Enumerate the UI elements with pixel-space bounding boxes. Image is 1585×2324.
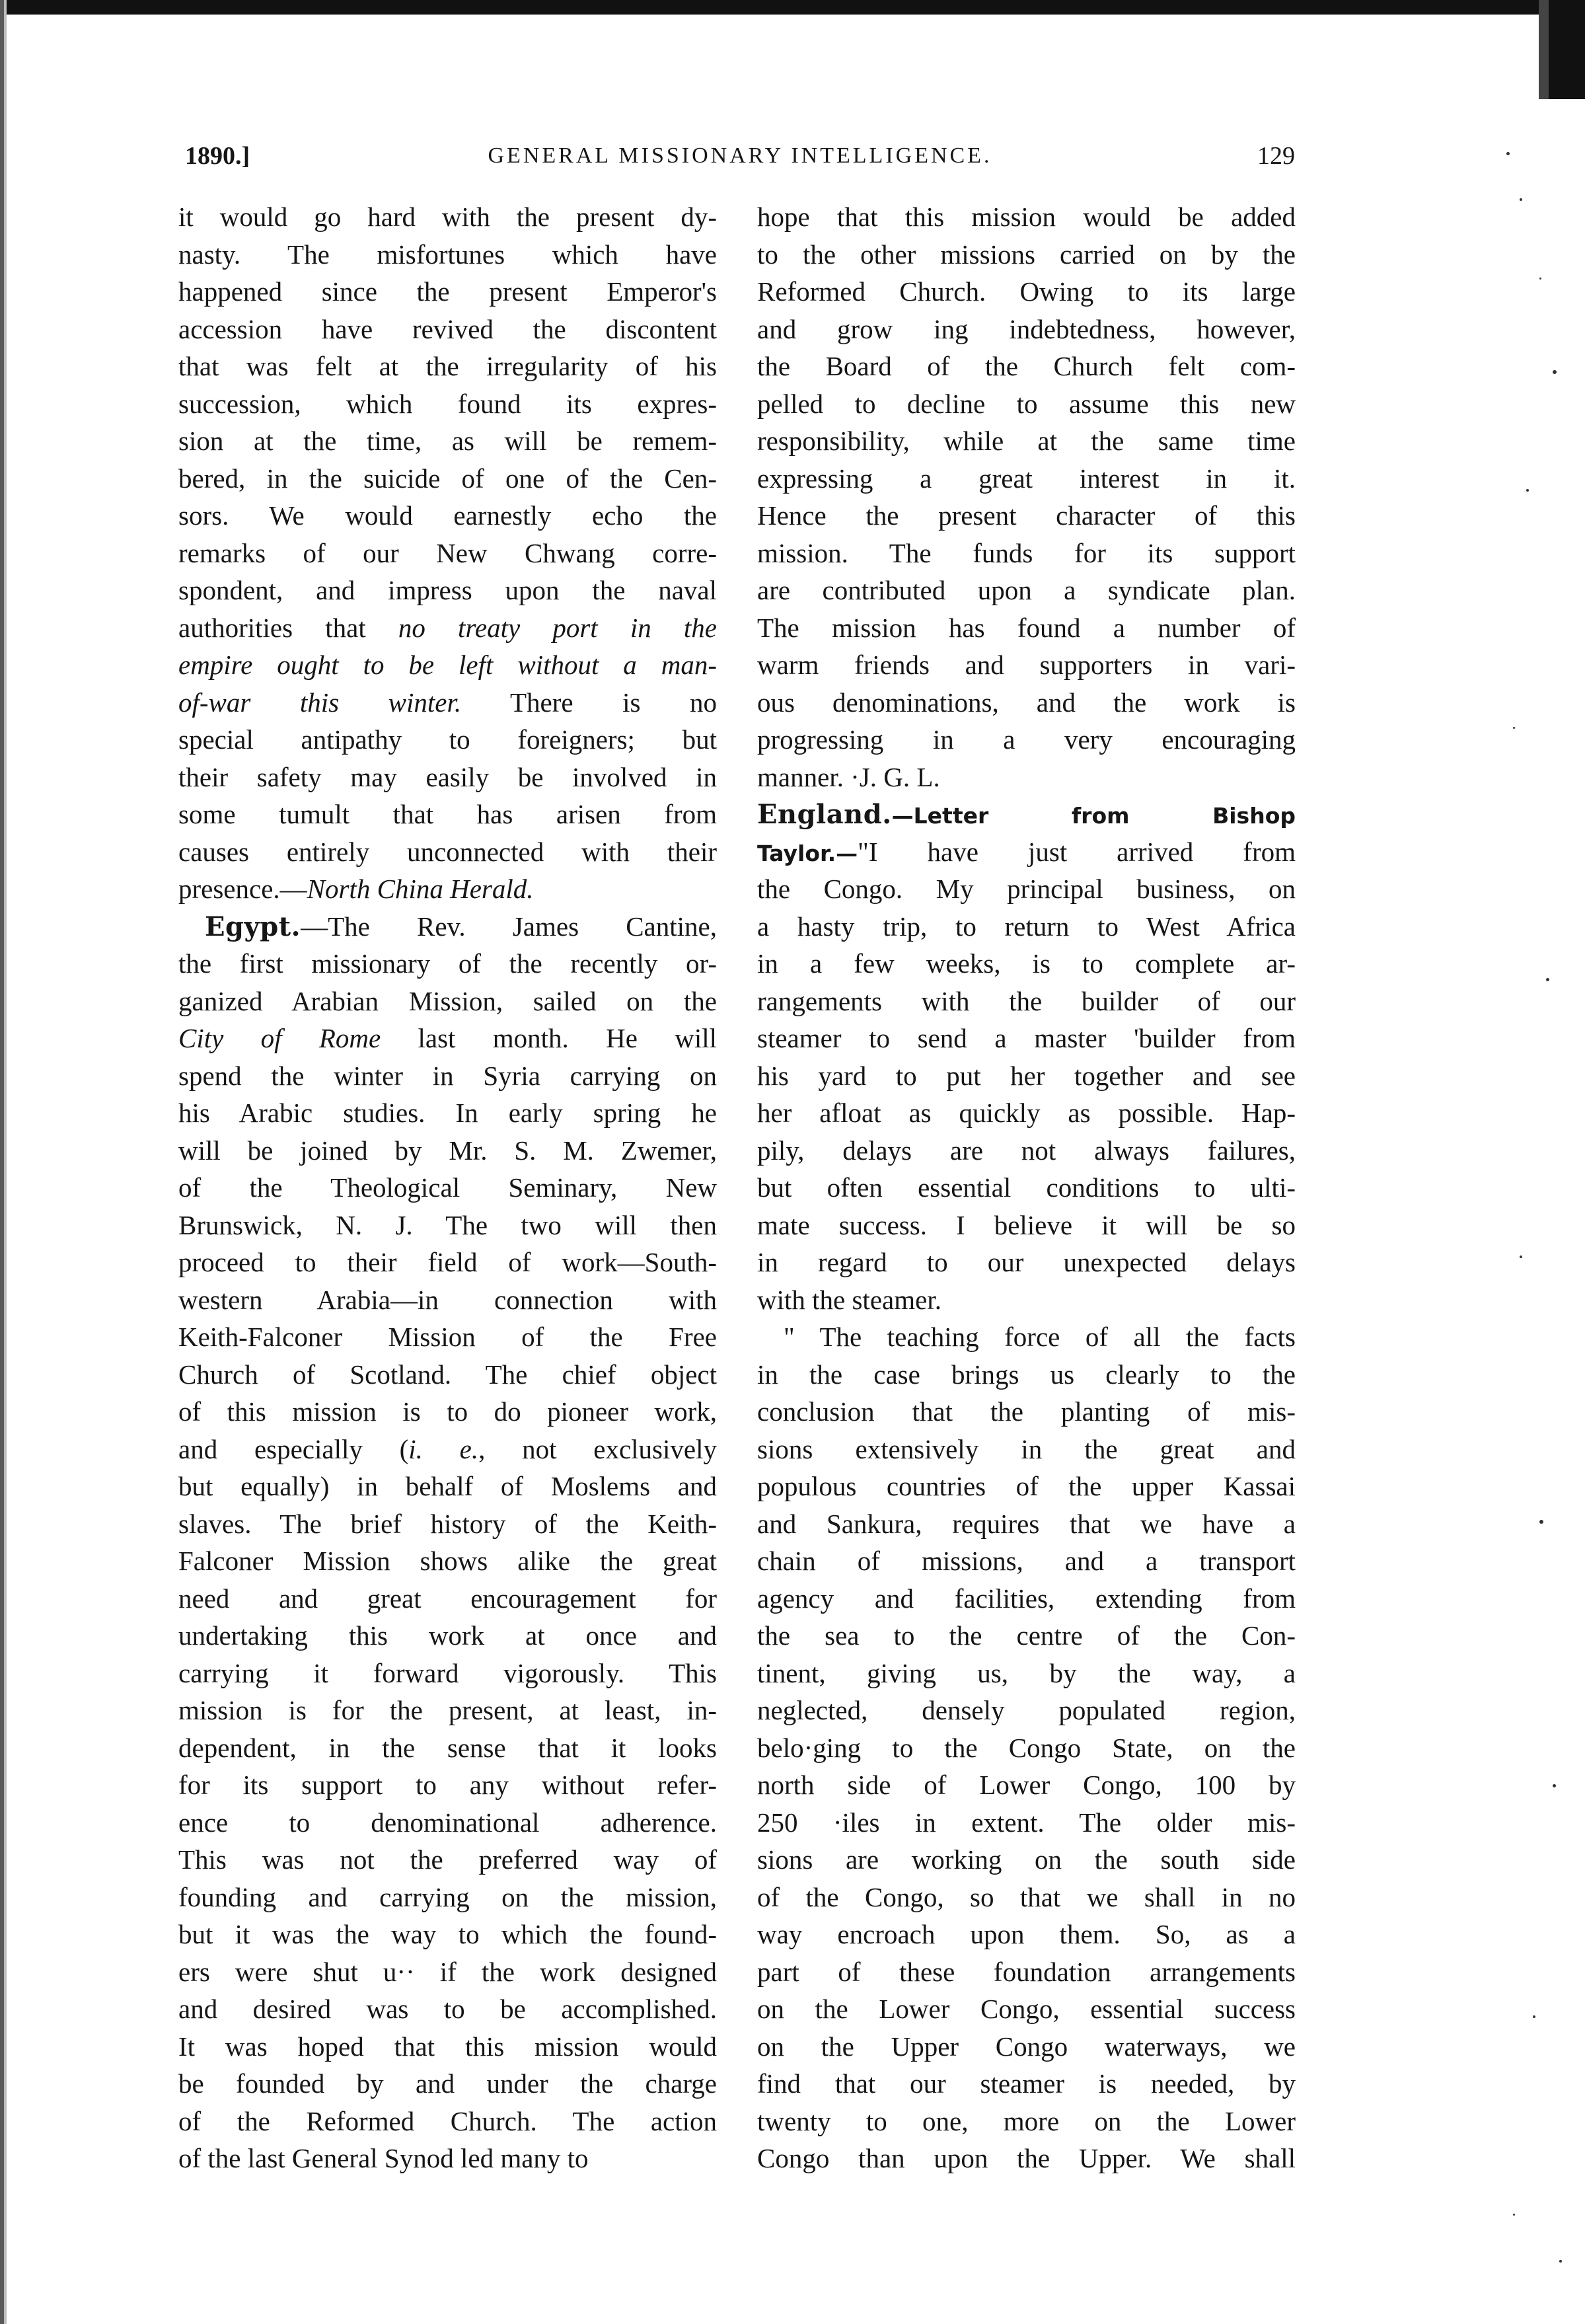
left_column-line: Brunswick, N. J. The two will then: [178, 1209, 717, 1240]
right_column-line: England.—Letter from Bishop: [757, 799, 1296, 830]
left_column-line: western Arabia—in connection with: [178, 1284, 717, 1315]
scan-speck: [1539, 278, 1541, 280]
left_column-line: special antipathy to foreigners; but: [178, 724, 717, 755]
left_column-line: slaves. The brief history of the Keith-: [178, 1508, 717, 1539]
right_column-line: tinent, giving us, by the way, a: [757, 1657, 1296, 1688]
left_column-line: some tumult that has arisen from: [178, 799, 717, 829]
right_column-line: of the Congo, so that we shall in no: [757, 1881, 1296, 1912]
right_column-line: the Board of the Church felt com-: [757, 351, 1296, 381]
left_column-line: succession, which found its expres-: [178, 388, 717, 419]
right_column-line: sions are working on the south side: [757, 1844, 1296, 1875]
left_column-line: spondent, and impress upon the naval: [178, 575, 717, 605]
left_column-line: mission is for the present, at least, in-: [178, 1695, 717, 1725]
right_column-line: manner. ·J. G. L.: [757, 761, 940, 792]
right-column: [757, 198, 1296, 2177]
left_column-line: causes entirely unconnected with their: [178, 836, 717, 867]
left_column-line: happened since the present Emperor's: [178, 276, 717, 307]
left_column-line: proceed to their field of work—South-: [178, 1247, 717, 1277]
left_column-line: presence.—North China Herald.: [178, 874, 534, 904]
scan-speck: [1553, 370, 1557, 374]
right_column-line: mate success. I believe it will be so: [757, 1209, 1296, 1240]
scan-top-edge: [0, 0, 1585, 15]
right_column-line: with the steamer.: [757, 1284, 941, 1315]
left_column-line: sors. We would earnestly echo the: [178, 500, 717, 531]
right_column-line: in the case brings us clearly to the: [757, 1359, 1296, 1390]
left_column-line: and desired was to be accomplished.: [178, 1994, 717, 2024]
left_column-line: Falconer Mission shows alike the great: [178, 1546, 717, 1576]
left_column-line: of the Reformed Church. The action: [178, 2105, 717, 2136]
left_column-line: of-war this winter. There is no: [178, 687, 718, 718]
left_column-line: carrying it forward vigorously. This: [178, 1657, 717, 1688]
left_column-line: of the Theological Seminary, New: [178, 1172, 717, 1203]
left-column: [178, 198, 717, 2177]
scan-speck: [1539, 1520, 1543, 1524]
right_column-line: hope that this mission would be added: [757, 202, 1296, 232]
right_column-line: chain of missions, and a transport: [757, 1546, 1296, 1576]
scan-speck: [1553, 1784, 1556, 1787]
right_column-line: populous countries of the upper Kassai: [757, 1471, 1296, 1501]
left_column-line: remarks of our New Chwang corre-: [178, 537, 717, 568]
right_column-line: expressing a great interest in it.: [757, 463, 1296, 494]
right_column-line: way encroach upon them. So, as a: [757, 1919, 1296, 1949]
left_column-line: empire ought to be left without a man-: [178, 650, 717, 680]
running-title: GENERAL MISSIONARY INTELLIGENCE.: [488, 143, 992, 168]
left_column-line: will be joined by Mr. S. M. Zwemer,: [178, 1135, 717, 1166]
left_column-line: founding and carrying on the mission,: [178, 1881, 717, 1912]
left_column-line: accession have revived the discontent: [178, 313, 717, 344]
scan-corner-shadow: [1512, 0, 1585, 99]
right_column-line: the sea to the centre of the Con-: [757, 1620, 1296, 1651]
right_column-line: Reformed Church. Owing to its large: [757, 276, 1296, 307]
right_column-line: to the other missions carried on by the: [757, 239, 1296, 270]
scan-speck: [1533, 2015, 1535, 2018]
left_column-line: undertaking this work at once and: [178, 1620, 717, 1651]
left_column-line: City of Rome last month. He will: [178, 1023, 717, 1053]
scan-speck: [1559, 2260, 1562, 2263]
page-header: [185, 136, 1295, 176]
right_column-line: progressing in a very encouraging: [757, 724, 1296, 755]
right_column-line: on the Upper Congo waterways, we: [757, 2031, 1296, 2062]
left_column-line: Church of Scotland. The chief object: [178, 1359, 717, 1390]
scan-speck: [1513, 2214, 1515, 2216]
right_column-line: but often essential conditions to ulti-: [757, 1172, 1296, 1203]
left_column-line: Keith-Falconer Mission of the Free: [178, 1322, 717, 1352]
right_column-line: 250 ·iles in extent. The older mis-: [757, 1807, 1296, 1838]
right_column-line: are contributed upon a syndicate plan.: [757, 575, 1296, 605]
right_column-line: on the Lower Congo, essential success: [757, 1994, 1296, 2024]
left_column-line: ganized Arabian Mission, sailed on the: [178, 985, 717, 1016]
left_column-line: that was felt at the irregularity of his: [178, 351, 717, 381]
left_column-line: ers were shut u·· if the work designed: [178, 1956, 717, 1987]
right_column-line: mission. The funds for its support: [757, 537, 1296, 568]
left_column-line: but equally) in behalf of Moslems and: [178, 1471, 717, 1501]
left_column-line: ence to denominational adherence.: [178, 1807, 717, 1838]
left_column-line: for its support to any without refer-: [178, 1770, 717, 1800]
right_column-line: sions extensively in the great and: [757, 1433, 1296, 1464]
left_column-line: Egypt.—The Rev. James Cantine,: [205, 911, 717, 942]
left_column-line: of this mission is to do pioneer work,: [178, 1396, 717, 1427]
right_column-line: and Sankura, requires that we have a: [757, 1508, 1296, 1539]
right_column-line: his yard to put her together and see: [757, 1060, 1296, 1091]
left_column-line: their safety may easily be involved in: [178, 761, 717, 792]
left_column-line: it would go hard with the present dy-: [178, 202, 717, 232]
right_column-line: conclusion that the planting of mis-: [757, 1396, 1296, 1427]
left_column-line: It was hoped that this mission would: [178, 2031, 717, 2062]
left_column-line: dependent, in the sense that it looks: [178, 1732, 717, 1763]
left_column-line: This was not the preferred way of: [178, 1844, 717, 1875]
left_column-line: spend the winter in Syria carrying on: [178, 1060, 717, 1091]
left_column-line: authorities that no treaty port in the: [178, 612, 717, 643]
right_column-line: in regard to our unexpected delays: [757, 1247, 1296, 1277]
right_column-line: in a few weeks, is to complete ar-: [757, 948, 1296, 979]
left_column-line: be founded by and under the charge: [178, 2068, 717, 2099]
right_column-line: pily, delays are not always failures,: [757, 1135, 1296, 1166]
scan-speck: [1526, 489, 1529, 492]
right_column-line: The mission has found a number of: [757, 612, 1296, 643]
left_column-line: but it was the way to which the found-: [178, 1919, 717, 1949]
right_column-line: warm friends and supporters in vari-: [757, 650, 1296, 680]
scan-left-edge: [0, 0, 17, 2324]
left_column-line: sion at the time, as will be remem-: [178, 426, 717, 456]
right_column-line: find that our steamer is needed, by: [757, 2068, 1296, 2099]
right_column-line: her afloat as quickly as possible. Hap-: [757, 1098, 1296, 1128]
scan-speck: [1520, 1256, 1522, 1258]
scan-speck: [1513, 727, 1515, 729]
right_column-line: agency and facilities, extending from: [757, 1583, 1296, 1614]
right_column-line: the Congo. My principal business, on: [757, 874, 1296, 904]
page-number: 129: [1257, 142, 1295, 170]
header-year: 1890.]: [185, 142, 250, 170]
left_column-line: bered, in the suicide of one of the Cen-: [178, 463, 717, 494]
left_column-line: the first missionary of the recently or-: [178, 948, 717, 979]
right_column-line: a hasty trip, to return to West Africa: [757, 911, 1296, 942]
right_column-line: neglected, densely populated region,: [757, 1695, 1296, 1725]
left_column-line: nasty. The misfortunes which have: [178, 239, 717, 270]
scan-speck: [1520, 198, 1522, 201]
right_column-line: Congo than upon the Upper. We shall: [757, 2143, 1296, 2173]
right_column-line: ous denominations, and the work is: [757, 687, 1296, 718]
right_column-line: and grow ing indebtedness, however,: [757, 313, 1296, 344]
scan-speck: [1506, 152, 1510, 155]
right_column-line: twenty to one, more on the Lower: [757, 2105, 1296, 2136]
right_column-line: Hence the present character of this: [757, 500, 1296, 531]
left_column-line: of the last General Synod led many to: [178, 2143, 589, 2173]
right_column-line: responsibility, while at the same time: [757, 426, 1296, 456]
left_column-line: his Arabic studies. In early spring he: [178, 1098, 717, 1128]
right_column-line: steamer to send a master 'builder from: [757, 1023, 1296, 1053]
left_column-line: need and great encouragement for: [178, 1583, 717, 1614]
left_column-line: and especially (i. e., not exclusively: [178, 1433, 717, 1464]
right_column-line: rangements with the builder of our: [757, 985, 1296, 1016]
right_column-line: " The teaching force of all the facts: [784, 1322, 1296, 1352]
right_column-line: north side of Lower Congo, 100 by: [757, 1770, 1296, 1800]
right_column-line: part of these foundation arrangements: [757, 1956, 1296, 1987]
right_column-line: pelled to decline to assume this new: [757, 388, 1296, 419]
right_column-line: belo·ging to the Congo State, on the: [757, 1732, 1296, 1763]
right_column-line: Taylor.—"I have just arrived from: [757, 836, 1296, 867]
scan-speck: [1546, 978, 1549, 981]
